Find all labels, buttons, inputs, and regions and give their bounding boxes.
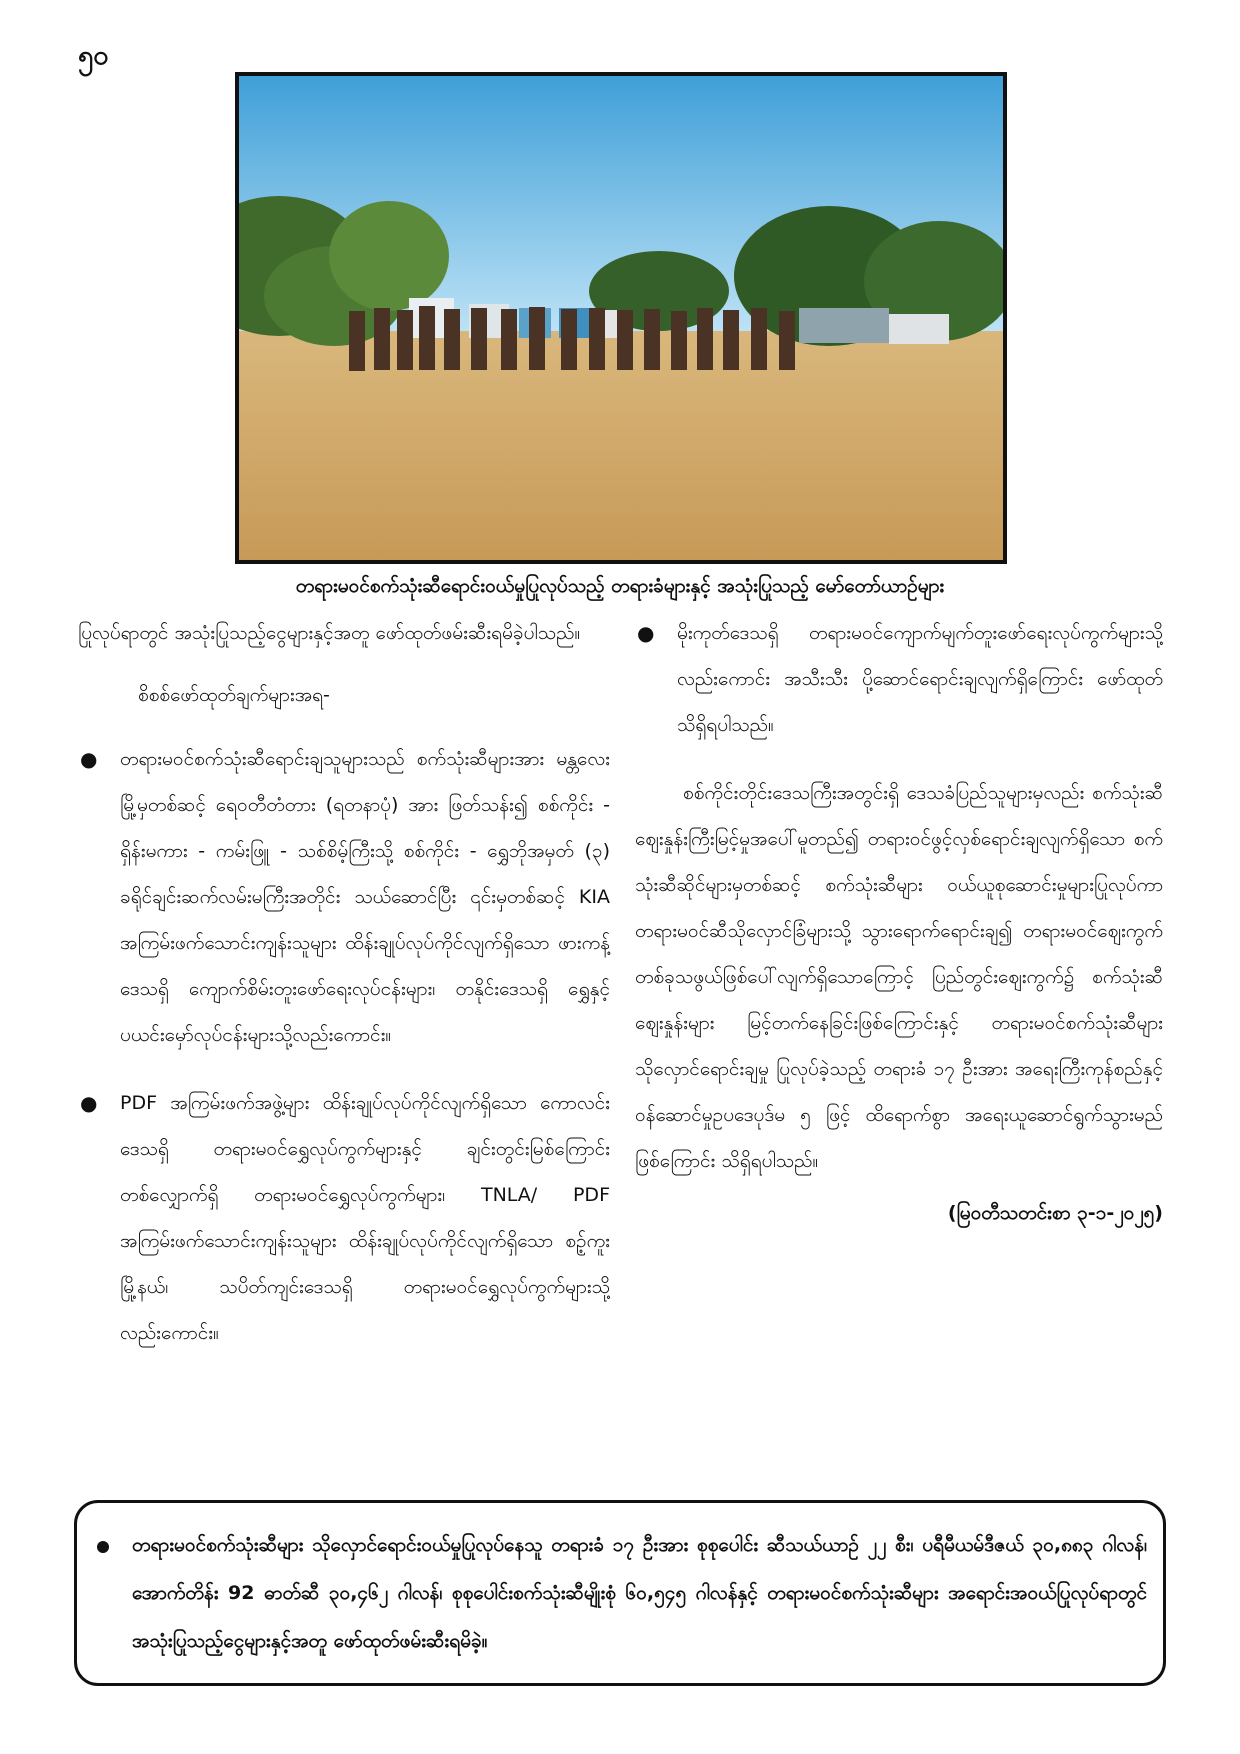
list-item (78, 1080, 610, 1356)
list-item (635, 610, 1163, 748)
left-column (78, 610, 610, 1378)
page-number: ၅၀ (78, 40, 109, 71)
right-column (635, 610, 1163, 1242)
bullet-icon (97, 1541, 109, 1553)
summary-text: တရားမဝင်စက်သုံးဆီများ သိုလှောင်ရောင်းဝယ်မှုပြုလုပ်နေသူ တရားခံ ၁၇ ဦးအား စုစုပေါင်း ဆီသယ်ယာဉ် ၂၂ စီး၊ ပရီမီယမ်ဒီဇယ် ၃၀,၈၈၃ ဂါလန်၊ အောက်တိန်း 92 ဓာတ်ဆီ ၃၀,၄၆၂ ဂါလန်၊ စုစုပေါင်းစက်သုံးဆီမျိုးစုံ ၆၀,၅၄၅ ဂါလန်နှင့် တရားမဝင်စက်သုံးဆီများ အရောင်းအဝယ်ပြုလုပ်ရာတွင် အသုံးပြုသည့်ငွေများနှင့်အတူ ဖော်ထုတ်ဖမ်းဆီးရမိခဲ့။ (132, 1534, 1147, 1652)
photo-icon (239, 76, 1003, 560)
bullet-icon: ● (80, 747, 98, 771)
news-photo (235, 72, 1007, 564)
list-item-text: တရားမဝင်စက်သုံးဆီရောင်းချသူများသည် စက်သုံးဆီများအား မန္တလေးမြို့မှတစ်ဆင့် ရေဝတီတံတား (ရတနာပုံ) အား ဖြတ်သန်း၍ စစ်ကိုင်း - ရှိန်းမကား - ကမ်းဖြူ - သစ်စိမ့်ကြီးသို့ စစ်ကိုင်း - ရွှေဘိုအမှတ် (၃) ခရိုင်ချင်းဆက်လမ်းမကြီးအတိုင်း သယ်ဆောင်ပြီး ၎င်းမှတစ်ဆင့် KIA အကြမ်းဖက်သောင်းကျန်းသူများ ထိန်းချုပ်လုပ်ကိုင်လျက်ရှိသော ဖားကန့်ဒေသရှိ ကျောက်စိမ်းတူးဖော်ရေးလုပ်ငန်းများ၊ တနိုင်းဒေသရှိ ရွှေနှင့် ပယင်းမှော်လုပ်ငန်းများသို့လည်းကောင်း။ (120, 748, 610, 1046)
list-item-text: မိုးကုတ်ဒေသရှိ တရားမဝင်ကျောက်မျက်တူးဖော်ရေးလုပ်ကွက်များသို့လည်းကောင်း အသီးသီး ပို့ဆောင်ရောင်းချလျက်ရှိကြောင်း ဖော်ထုတ်သိရှိရပါသည်။ (677, 622, 1163, 736)
body-paragraph: စစ်ကိုင်းတိုင်းဒေသကြီးအတွင်းရှိ ဒေသခံပြည်သူများမှလည်း စက်သုံးဆီဈေးနှုန်းကြီးမြင့်မှုအပေါ်မူတည်၍ တရားဝင်ဖွင့်လှစ်ရောင်းချလျက်ရှိသော စက်သုံးဆီဆိုင်များမှတစ်ဆင့် စက်သုံးဆီများ ဝယ်ယူစုဆောင်းမှုများပြုလုပ်ကာ တရားမဝင်ဆီသိုလှောင်ခြံများသို့ သွားရောက်ရောင်းချ၍ တရားမဝင်ဈေးကွက်တစ်ခုသဖွယ်ဖြစ်ပေါ်လျက်ရှိသောကြောင့် ပြည်တွင်းဈေးကွက်၌ စက်သုံးဆီဈေးနှုန်းများ မြင့်တက်နေခြင်းဖြစ်ကြောင်းနှင့် တရားမဝင်စက်သုံးဆီများ သိုလှောင်ရောင်းချမှု ပြုလုပ်ခဲ့သည့် တရားခံ ၁၇ ဦးအား အရေးကြီးကုန်စည်နှင့် ဝန်ဆောင်မှုဥပဒေပုဒ်မ ၅ ဖြင့် ထိရောက်စွာ အရေးယူဆောင်ရွက်သွားမည်ဖြစ်ကြောင်း သိရှိရပါသည်။ (635, 782, 1163, 1172)
bullet-icon: ● (80, 1091, 98, 1115)
bullet-icon: ● (637, 621, 655, 645)
source-citation: (မြဝတီသတင်းစာ ၃-၁-၂၀၂၅) (947, 1202, 1163, 1224)
photo-caption: တရားမဝင်စက်သုံးဆီရောင်းဝယ်မှုပြုလုပ်သည့် တရားခံများနှင့် အသုံးပြုသည့် မော်တော်ယာဉ်များ (295, 575, 945, 597)
intro-paragraph: ပြုလုပ်ရာတွင် အသုံးပြုသည့်ငွေများနှင့်အတူ ဖော်ထုတ်ဖမ်းဆီးရမိခဲ့ပါသည်။ (78, 622, 581, 644)
list-item-text: PDF အကြမ်းဖက်အဖွဲ့များ ထိန်းချုပ်လုပ်ကိုင်လျက်ရှိသော ကောလင်းဒေသရှိ တရားမဝင်ရွှေလုပ်ကွက်များနှင့် ချင်းတွင်းမြစ်ကြောင်းတစ်လျှောက်ရှိ တရားမဝင်ရွှေလုပ်ကွက်များ၊ TNLA/ PDF အကြမ်းဖက်သောင်းကျန်းသူများ ထိန်းချုပ်လုပ်ကိုင်လျက်ရှိသော စဉ့်ကူးမြို့နယ်၊ သပိတ်ကျင်းဒေသရှိ တရားမဝင်ရွှေလုပ်ကွက်များသို့လည်းကောင်း။ (120, 1092, 610, 1344)
list-item (78, 736, 610, 1058)
summary-box (74, 1500, 1166, 1686)
findings-subheading: စိစစ်ဖော်ထုတ်ချက်များအရ- (138, 684, 330, 706)
